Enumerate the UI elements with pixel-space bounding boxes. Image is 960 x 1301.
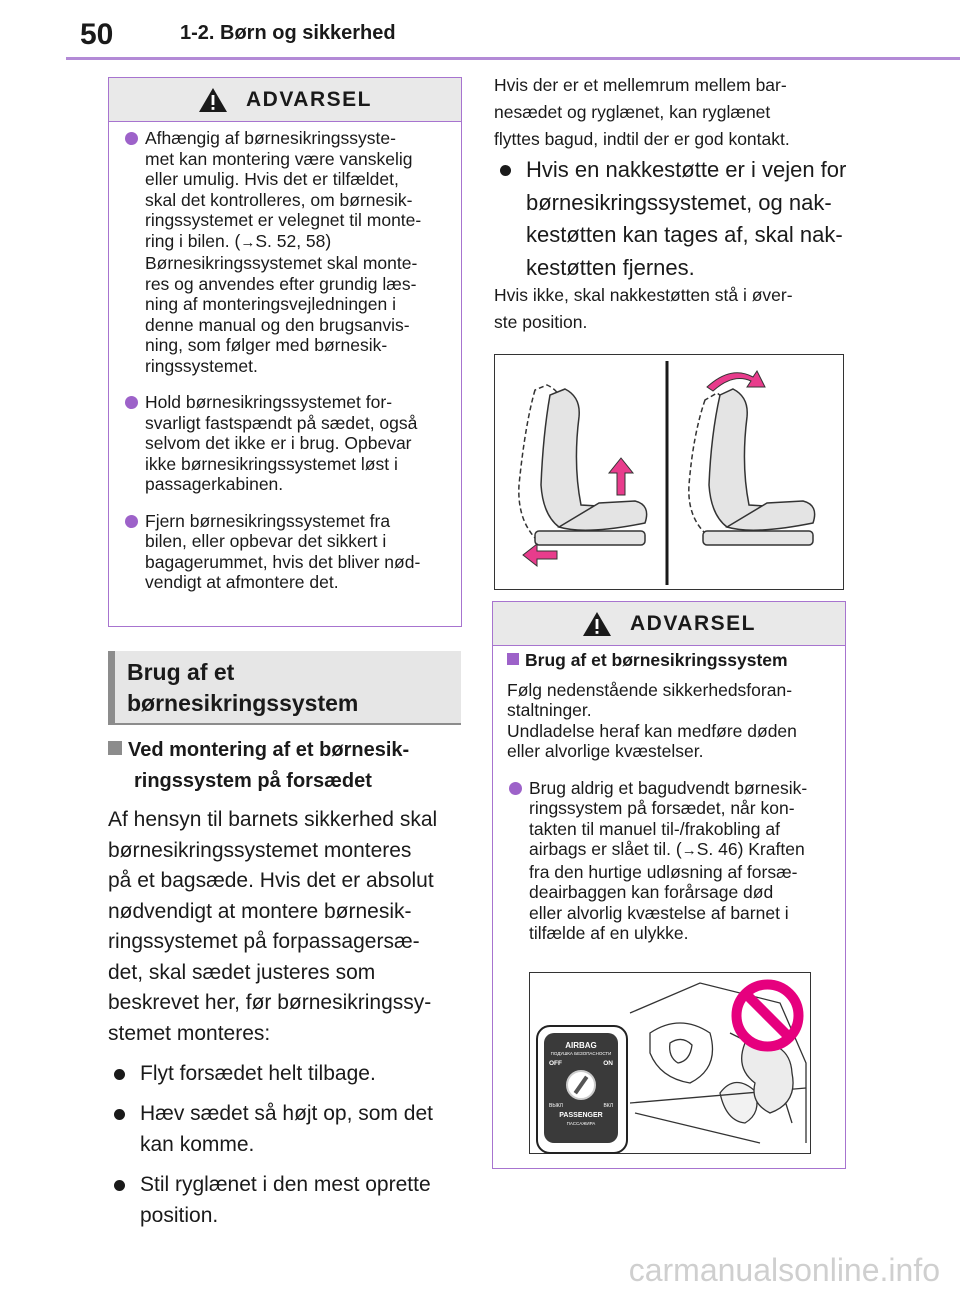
seat-adjustment-figure [494,354,844,590]
headrest-paragraph: Hvis ikke, skal nakkestøtten stå i øver- ste position. [494,285,793,332]
warning-triangle-icon [198,87,228,113]
warning-box-2 [492,601,846,1169]
warning-triangle-icon [582,611,612,637]
prohibition-icon [730,978,805,1053]
seat-illustration [495,355,842,588]
key-switch-icon [566,1070,596,1100]
airbag-label-ru: ПОДУШКА БЕЗОПАСНОСТИ [550,1051,612,1056]
square-bullet-icon [507,653,519,665]
warning-header [493,602,845,646]
warning-box-1 [108,77,462,627]
warning-subheading: Brug af et børnesikringssystem [507,650,833,671]
front-seat-heading: Ved montering af et børnesik- ringssystem på forsædet [108,735,468,797]
front-seat-section [108,735,468,1240]
warning-item: Afhængig af børnesikringssyste- met kan montering være vanskelig eller umulig. Hvis det er tilfældet, skal det kontrolleres, om børnesik- ringssystemet er velegnet til monte- ring i bilen. (→S. 52, 58) Børnesikringssystemet skal monte- res og anvendes efter grundig læs- ning af monteringsvejledningen i denne manual og den brugsanvis- ning, som følger med børnesik- ringssystemet. [123,128,447,376]
warning-header [109,78,461,122]
passenger-label: PASSENGER [559,1112,603,1119]
bullet-dot-icon [509,782,522,795]
airbag-figure [529,972,811,1154]
page-number: 50 [80,18,114,51]
warning-title: ADVARSEL [630,611,756,635]
on-label-ru: ВКЛ [603,1103,613,1109]
front-seat-steps [108,1058,468,1231]
page-ref-arrow-icon: → [681,842,697,859]
warning-item: Hold børnesikringssystemet for- svarligt fastspændt på sædet, også selvom det ikke er i brug. Opbevar ikke børnesikringssystemet løst i passagerkabinen. [123,392,447,495]
bullet-dot-icon [125,132,138,145]
list-item: Stil ryglænet i den mest oprette position. [108,1169,468,1231]
watermark: carmanualsonline.info [628,1252,940,1288]
on-label: ON [603,1060,613,1067]
headrest-bullet [494,154,854,293]
off-label-ru: ВЫКЛ [549,1103,563,1109]
subsection-heading: Brug af et børnesikringssystem [108,651,461,725]
warning-item: Brug aldrig et bagudvendt børnesik- ringssystem på forsædet, når kon- takten til manuel til-/frakobling af airbags er slået til. (→S. 46) Kraften fra den hurtige udløsning af forsæ- deairbaggen kan forårsage død eller alvorlig kvæstelse af barnet i tilfælde af en ulykke. [507,778,833,944]
warning-intro: Følg nedenstående sikkerhedsforan- staltninger. Undladelse heraf kan medføre døden eller alvorlige kvæstelser. [507,679,797,761]
square-bullet-icon [108,741,122,755]
list-item: Hvis en nakkestøtte er i vejen for børnesikringssystemet, og nak- kestøtten kan tages af, skal nak- kestøtten fjernes. [494,154,854,284]
header-rule [66,57,960,60]
off-label: OFF [549,1060,562,1067]
bullet-dot-icon [125,396,138,409]
passenger-label-ru: ПАССАЖИРА [566,1121,596,1126]
warning-item: Fjern børnesikringssystemet fra bilen, eller opbevar det sikkert i bagagerummet, hvis det bliver nød- vendigt at afmontere det. [123,511,447,593]
bullet-dot-icon [125,515,138,528]
page-ref-arrow-icon: → [240,233,256,251]
airbag-switch-panel [536,1025,628,1154]
seat-left-drawing [519,385,647,545]
front-seat-paragraph: Af hensyn til barnets sikkerhed skal børnesikringssystemet monteres på et bagsæde. Hvis det er absolut nødvendigt at montere børnesik- ringssystemet på forpassagersæ- det, skal sædet justeres som beskrevet her, før børnesikringssy- stemet monteres: [108,808,438,1045]
gap-paragraph: Hvis der er et mellemrum mellem bar- nesædet og ryglænet, kan ryglænet flyttes bagud, indtil der er god kontakt. [494,75,790,149]
warning-title: ADVARSEL [246,87,372,111]
section-title: 1-2. Børn og sikkerhed [180,22,396,44]
list-item: Hæv sædet så højt op, som det kan komme. [108,1098,468,1160]
list-item: Flyt forsædet helt tilbage. [108,1058,468,1089]
seat-right-drawing [689,389,815,545]
airbag-label: AIRBAG [565,1041,597,1050]
